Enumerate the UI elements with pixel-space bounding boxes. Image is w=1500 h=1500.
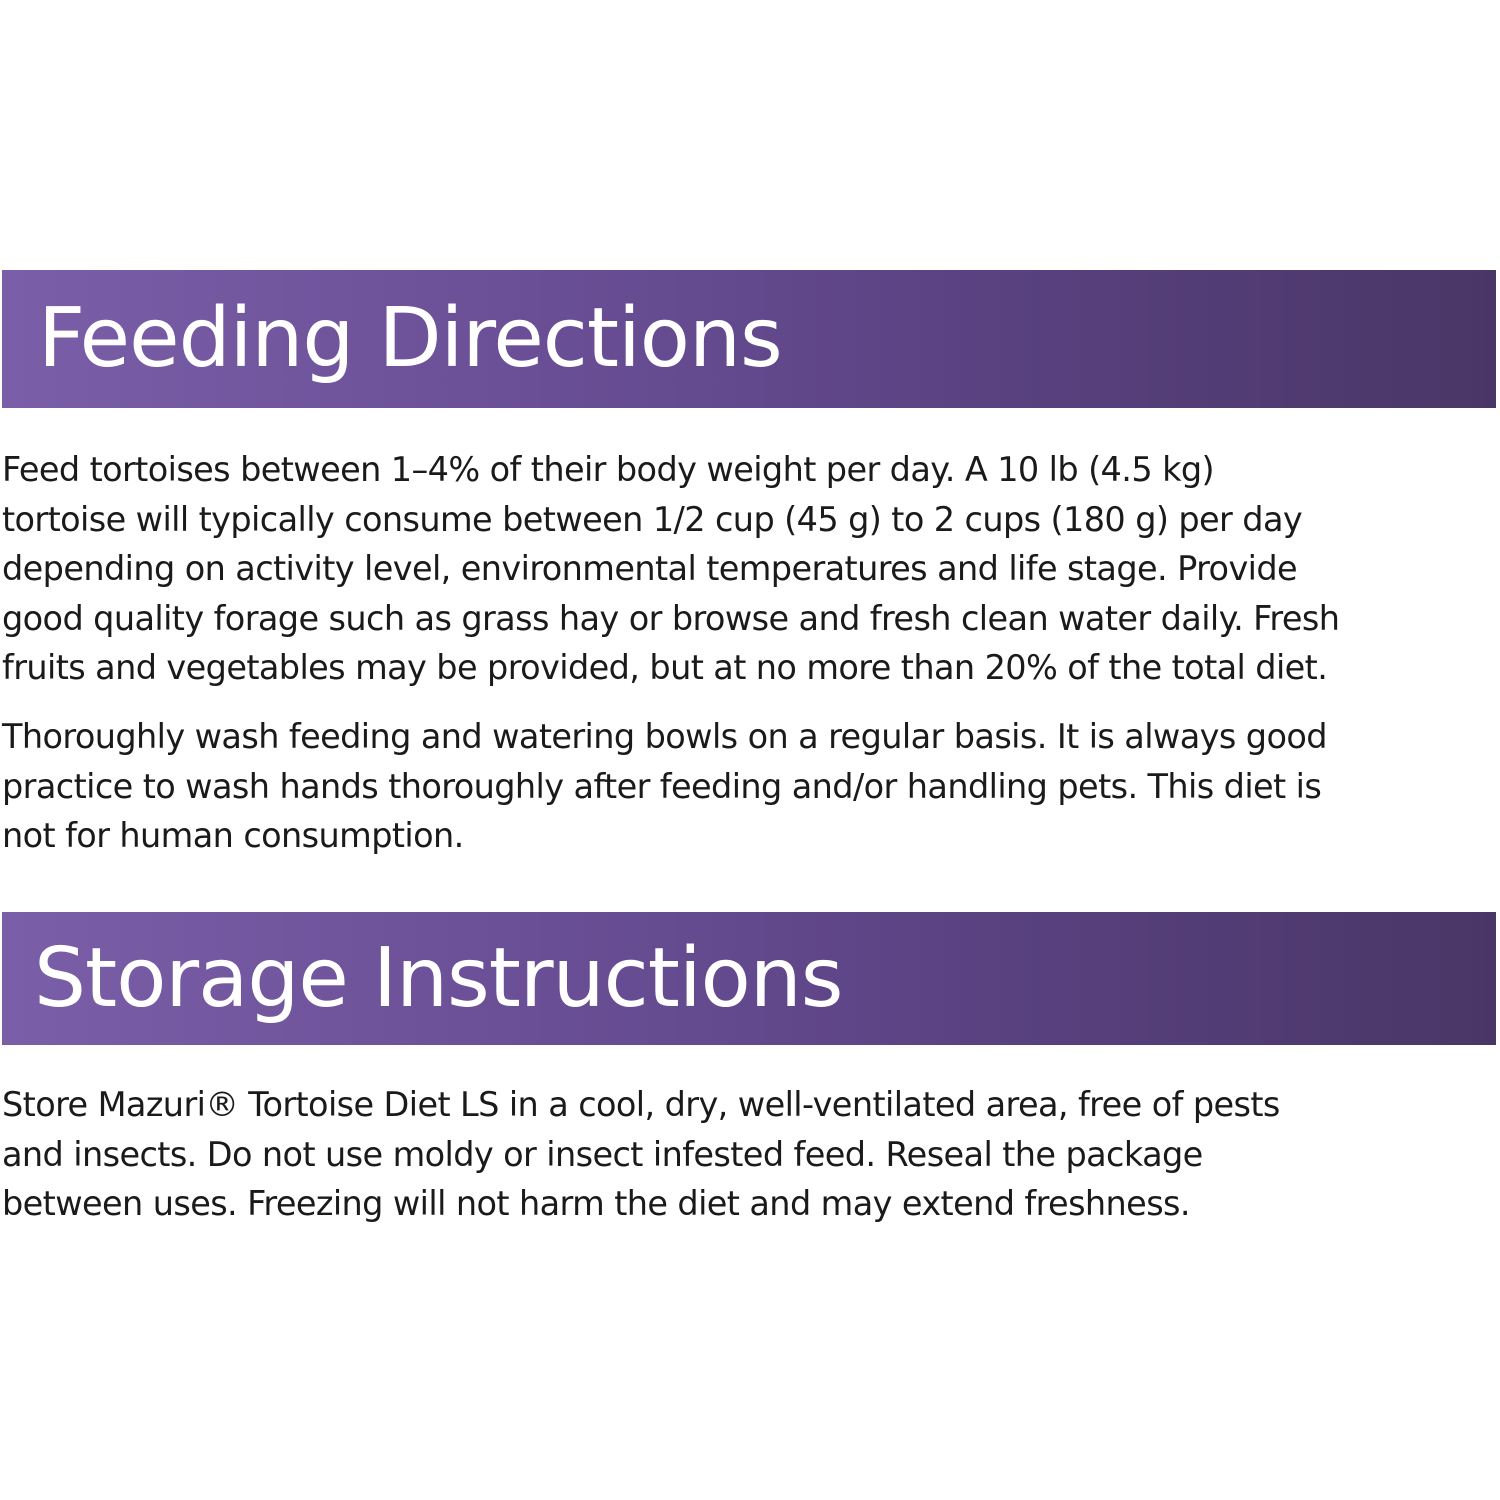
text-line: depending on activity level, environmental temperatures and life stage. Provide [2,549,1298,588]
text-line: and insects. Do not use moldy or insect infested feed. Reseal the package [2,1134,1203,1174]
text-line: Feed tortoises between 1–4% of their body weight per day. A 10 lb (4.5 kg) [2,450,1215,489]
text-line: between uses. Freezing will not harm the diet and may extend freshness. [2,1184,1190,1223]
feeding-directions-heading: Feeding Directions [38,291,782,386]
storage-instructions-banner [2,912,1496,1045]
text-line: not for human consumption. [2,816,464,855]
text-line: Thoroughly wash feeding and watering bowls on a regular basis. It is always good [2,717,1327,756]
text-line: tortoise will typically consume between 1/2 cup (45 g) to 2 cups (180 g) per day [2,499,1303,539]
feeding-paragraph-1 [2,445,1496,693]
storage-instructions-heading: Storage Instructions [34,930,843,1026]
text-line: practice to wash hands thoroughly after feeding and/or handling pets. This diet is [2,766,1322,806]
text-line: fruits and vegetables may be provided, but at no more than 20% of the total diet. [2,648,1328,687]
feeding-directions-banner [2,270,1496,408]
text-line: good quality forage such as grass hay or browse and fresh clean water daily. Fresh [2,598,1340,638]
feeding-paragraph-2 [2,712,1496,861]
text-line: Store Mazuri® Tortoise Diet LS in a cool, dry, well-ventilated area, free of pests [2,1085,1280,1124]
storage-paragraph [2,1080,1496,1229]
